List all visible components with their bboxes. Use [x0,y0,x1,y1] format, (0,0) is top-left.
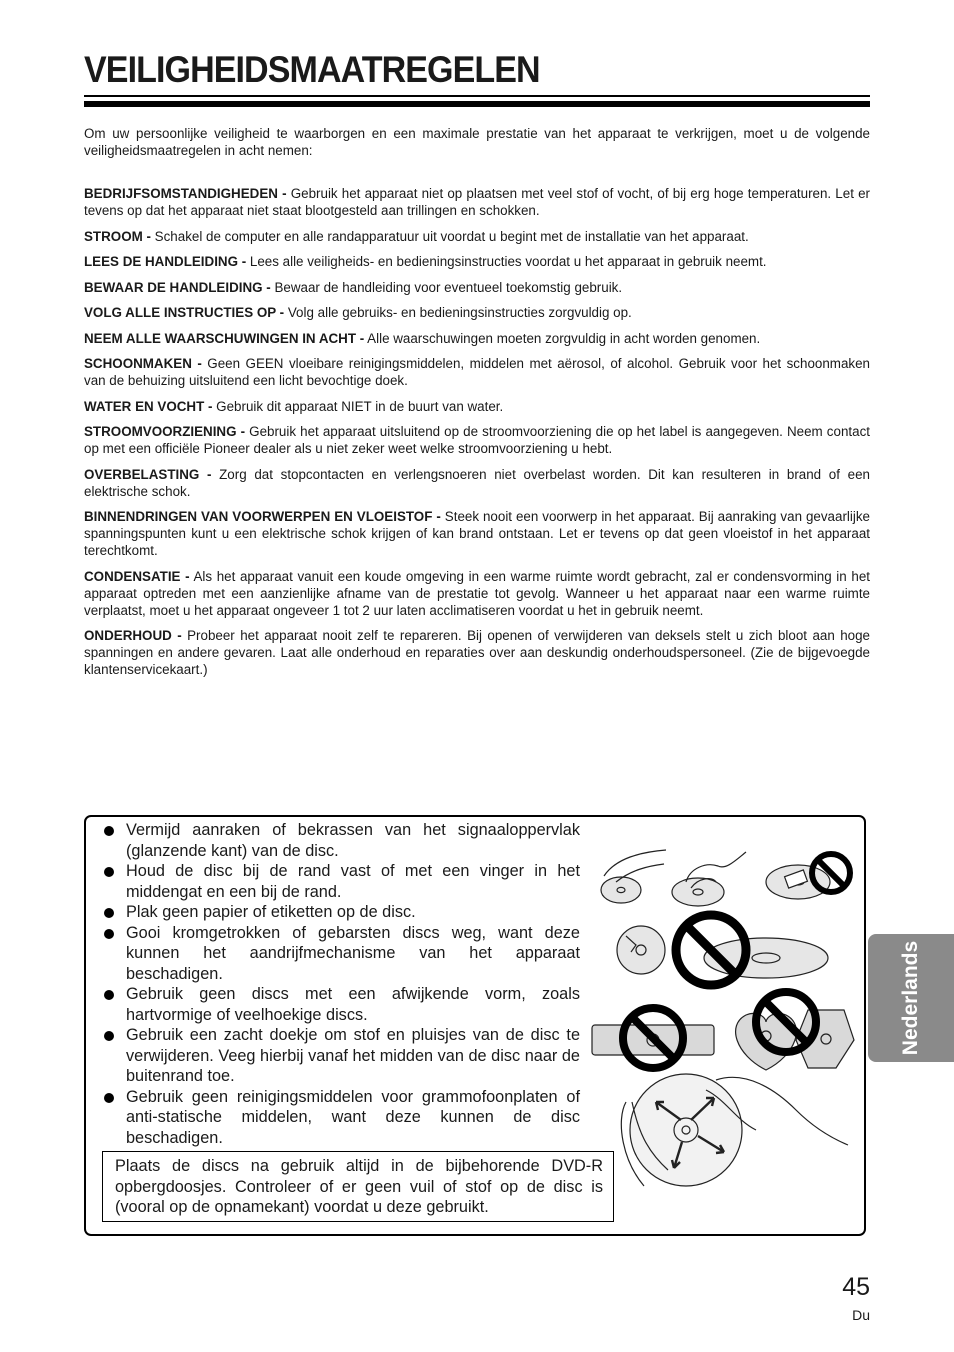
item-text: Alle waarschuwingen moeten zorgvuldig in acht worden genomen. [364,330,761,346]
item-heading: STROOM - [84,228,151,244]
disc-care-list [100,820,580,1148]
item-text: Als het apparaat vanuit een koude omgeving in een warme ruimte wordt gebracht, zal er condensvorming in het apparaat optreden met een aanzienlijke afname van de prestatie tot gevolg. Wanneer u het apparaat naar een warme ruimte verplaatst, moet u het apparaat ongeveer 1 tot 2 uur laten acclimatiseren voordat u het in gebruik neemt. [84,568,870,618]
item-heading: WATER EN VOCHT - [84,398,213,414]
language-tab [868,934,954,1062]
safety-item [84,423,870,457]
item-heading: CONDENSATIE - [84,568,190,584]
safety-item [84,398,870,415]
safety-item [84,568,870,619]
item-heading: ONDERHOUD - [84,628,182,643]
safety-item [84,304,870,321]
item-text: Gebruik het apparaat niet op plaatsen met veel stof of vocht, of bij erg hoge temperaturen. Let er tevens op dat het apparaat niet staat blootgesteld aan trillingen en schokken. [84,186,870,218]
list-item: Gooi kromgetrokken of gebarsten discs weg, want deze kunnen het aandrijfmechanisme van het apparaat beschadigen. [100,923,580,985]
item-heading: VOLG ALLE INSTRUCTIES OP - [84,305,285,320]
item-text: Geen GEEN vloeibare reinigingsmiddelen, middelen met aërosol, of alcohol. Gebruik voor het schoonmaken van de behuizing uitsluitend een licht bevochtige doek. [84,356,870,388]
list-item: Gebruik geen reinigingsmiddelen voor grammofoonplaten of anti-statische middelen, want deze kunnen de disc beschadigen. [100,1087,580,1149]
safety-item [84,466,870,500]
safety-content [84,125,870,687]
cracked-disc-icon [617,926,665,974]
safety-item [84,185,870,219]
safety-item [84,228,870,245]
disc-with-label-icon [766,865,830,899]
list-item: Gebruik een zacht doekje om stof en pluisjes van de disc te verwijderen. Veeg hierbij vanaf het midden van de disc naar de buitenrand toe. [100,1025,580,1087]
list-item: Plak geen papier of etiketten op de disc. [100,902,580,923]
list-item: Vermijd aanraken of bekrassen van het signaaloppervlak (glanzende kant) van de disc. [100,820,580,861]
language-tab-label: Nederlands [899,940,922,1056]
item-text: Gebruik dit apparaat NIET in de buurt van water. [212,398,504,414]
page-language-code: Du [852,1307,870,1323]
item-heading: OVERBELASTING - [84,466,212,482]
intro-paragraph: Om uw persoonlijke veiligheid te waarborgen en een maximale prestatie van het apparaat te verkrijgen, moet u de volgende veiligheidsmaatregelen in acht nemen: [84,126,870,158]
hand-touching-disc-icon [601,850,666,903]
item-text: Schakel de computer en alle randapparatuur uit voordat u begint met de installatie van het apparaat. [150,228,749,244]
wiping-disc-icon [621,1074,848,1186]
hand-holding-disc-icon [672,852,746,906]
list-item: Houd de disc bij de rand vast of met een vinger in het middengat en een bij de rand. [100,861,580,902]
storage-note: Plaats de discs na gebruik altijd in de bijbehorende DVD-R opbergdoosjes. Controleer of er geen vuil of stof op de disc is (vooral op de opnamekant) voordat u deze gebruikt. [102,1151,614,1222]
page-number: 45 [842,1273,870,1301]
list-item: Gebruik geen discs met een afwijkende vorm, zoals hartvormige of veelhoekige discs. [100,984,580,1025]
item-heading: BEWAAR DE HANDLEIDING - [84,279,271,295]
title-rule-thick [84,101,870,107]
item-heading: STROOMVOORZIENING - [84,424,246,439]
title-rule-thin [84,95,870,97]
safety-item [84,253,870,270]
item-heading: NEEM ALLE WAARSCHUWINGEN IN ACHT - [84,330,365,346]
item-heading: BEDRIJFSOMSTANDIGHEDEN - [84,186,287,201]
item-text: Steek nooit een voorwerp in het apparaat. Bij aanraking van gevaarlijke spanningspunten kunt u een elektrische schok krijgen of kan brand ontstaan. Let er tevens op dat geen vloeistof in het apparaat terechtkomt. [84,509,870,558]
safety-item [84,355,870,389]
safety-item [84,508,870,559]
item-heading: LEES DE HANDLEIDING - [84,254,247,269]
item-text: Zorg dat stopcontacten en verlengsnoeren niet overbelast worden. Dit kan resulteren in brand of een elektrische schok. [84,466,870,499]
safety-item [84,627,870,678]
safety-item [84,330,870,347]
item-text: Volg alle gebruiks- en bedieningsinstructies zorgvuldig op. [284,305,632,320]
disc-handling-illustration [586,840,856,1210]
page-title: VEILIGHEIDSMAATREGELEN [84,49,540,90]
item-text: Gebruik het apparaat uitsluitend op de stroomvoorziening die op het label is aangegeven. Neem contact op met een officiële Pioneer dealer als u niet zeker weet welke stroomvoorziening u hebt. [84,424,870,456]
safety-item [84,279,870,296]
item-text: Probeer het apparaat nooit zelf te repareren. Bij openen of verwijderen van deksels stelt u zich bloot aan hoge spanningen en andere gevaren. Laat alle onderhoud en reparaties over aan deskundig onderhoudspersoneel. (Zie de bijgevoegde klantenservicekaart.) [84,628,871,677]
item-heading: SCHOONMAKEN - [84,356,202,371]
item-text: Bewaar de handleiding voor eventueel toekomstig gebruik. [270,279,623,295]
item-heading: BINNENDRINGEN VAN VOORWERPEN EN VLOEISTOF - [84,509,441,524]
item-text: Lees alle veiligheids- en bedieningsinstructies voordat u het apparaat in gebruik neemt. [246,254,767,269]
